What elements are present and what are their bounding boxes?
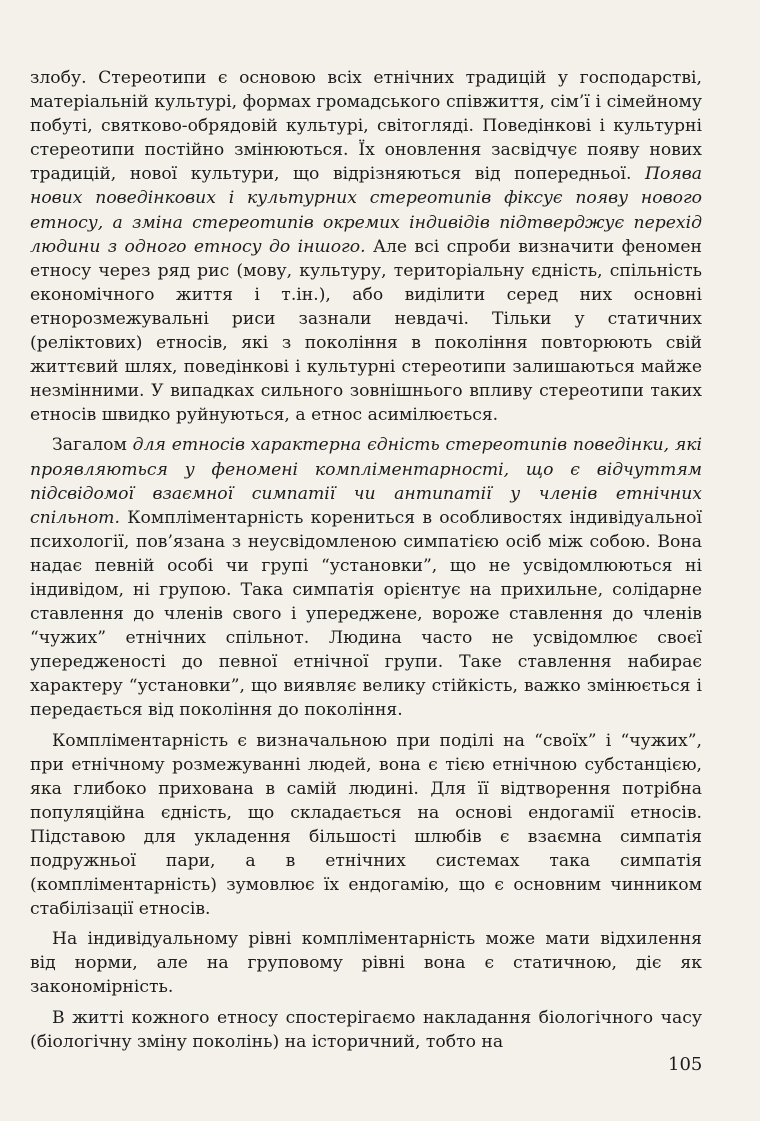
page-text-body — [30, 66, 702, 1054]
page-number: 105 — [668, 1054, 703, 1075]
text-run: Але всі спроби визначити феномен етносу через ряд рис (мову, культуру, територіальну єдність, спільність економічного життя і т.ін.), або виділити серед них основні етнорозмежувальні риси зазнали невдачі. Тільки у статичних (реліктових) етносів, які з покоління в покоління повторюють свій життєвий шлях, поведінкові і культурні стереотипи залишаються майже незмінними. У випадках сильного зовнішнього впливу стереотипи таких етносів швидко руйнуються, а етнос асимілюється. — [30, 236, 703, 426]
text-run: злобу. Стереотипи є основою всіх етнічних традицій у господарстві, матеріальній культурі, формах громадського співжиття, сім’ї і сімейному побуті, святково-обрядовій культурі, світогляді. Поведінкові і культурні стереотипи постійно змінюються. Їх оновлення засвідчує появу нових традицій, нової культури, що відрізняються від попередньої. — [30, 68, 702, 185]
italic-text-run: для етносів характерна єдність стереотипів поведінки, які проявляються у феномені компліментарності, що є відчуттям підсвідомої взаємної симпатії чи антипатії у членів етнічних спільнот. — [30, 435, 702, 528]
paragraph-complementarity-division — [30, 729, 702, 922]
italic-text-run: Поява нових поведінкових і культурних стереотипів фіксує появу нового етносу, а зміна стереотипів окремих індивідів підтверджує перехід людини з одного етносу до іншого. — [30, 164, 702, 257]
text-run: В житті кожного етносу спостерігаємо накладання біологічного часу (біологічну зміну поколінь) на історичний, тобто на — [30, 1007, 702, 1052]
text-run: На індивідуальному рівні компліментарність може мати відхилення від норми, але на груповому рівні вона є статичною, діє як закономірність. — [30, 929, 702, 998]
paragraph-stereotypes — [30, 66, 702, 427]
paragraph-individual-level — [30, 927, 702, 999]
paragraph-biological-time — [30, 1006, 702, 1054]
text-run: Загалом — [52, 435, 133, 456]
text-run: Компліментарність корениться в особливостях індивідуальної психології, пов’язана з неусвідомленою симпатією осіб між собою. Вона надає певній особі чи групі “установки”, що не усвідомлюються ні індивідом, ні групою. Така симпатія орієнтує на прихильне, солідарне ставлення до членів свого і упереджене, вороже ставлення до членів “чужих” етнічних спільнот. Людина часто не усвідомлює своєї упередженості до певної етнічної групи. Таке ставлення набирає характеру “установки”, що виявляє велику стійкість, важко змінюється і передається від покоління до покоління. — [30, 507, 702, 721]
text-run: Компліментарність є визначальною при поділі на “своїх” і “чужих”, при етнічному розмежуванні людей, вона є тією етнічною субстанцією, яка глибоко прихована в самій людині. Для її відтворення потрібна популяційна єдність, що складається на основі ендогамії етносів. Підставою для укладення більшості шлюбів є взаємна симпатія подружньої пари, а в етнічних системах така симпатія (компліментарність) зумовлює їх ендогамію, що є основним чинником стабілізації етносів. — [30, 730, 702, 920]
paragraph-complementarity-intro — [30, 433, 702, 722]
